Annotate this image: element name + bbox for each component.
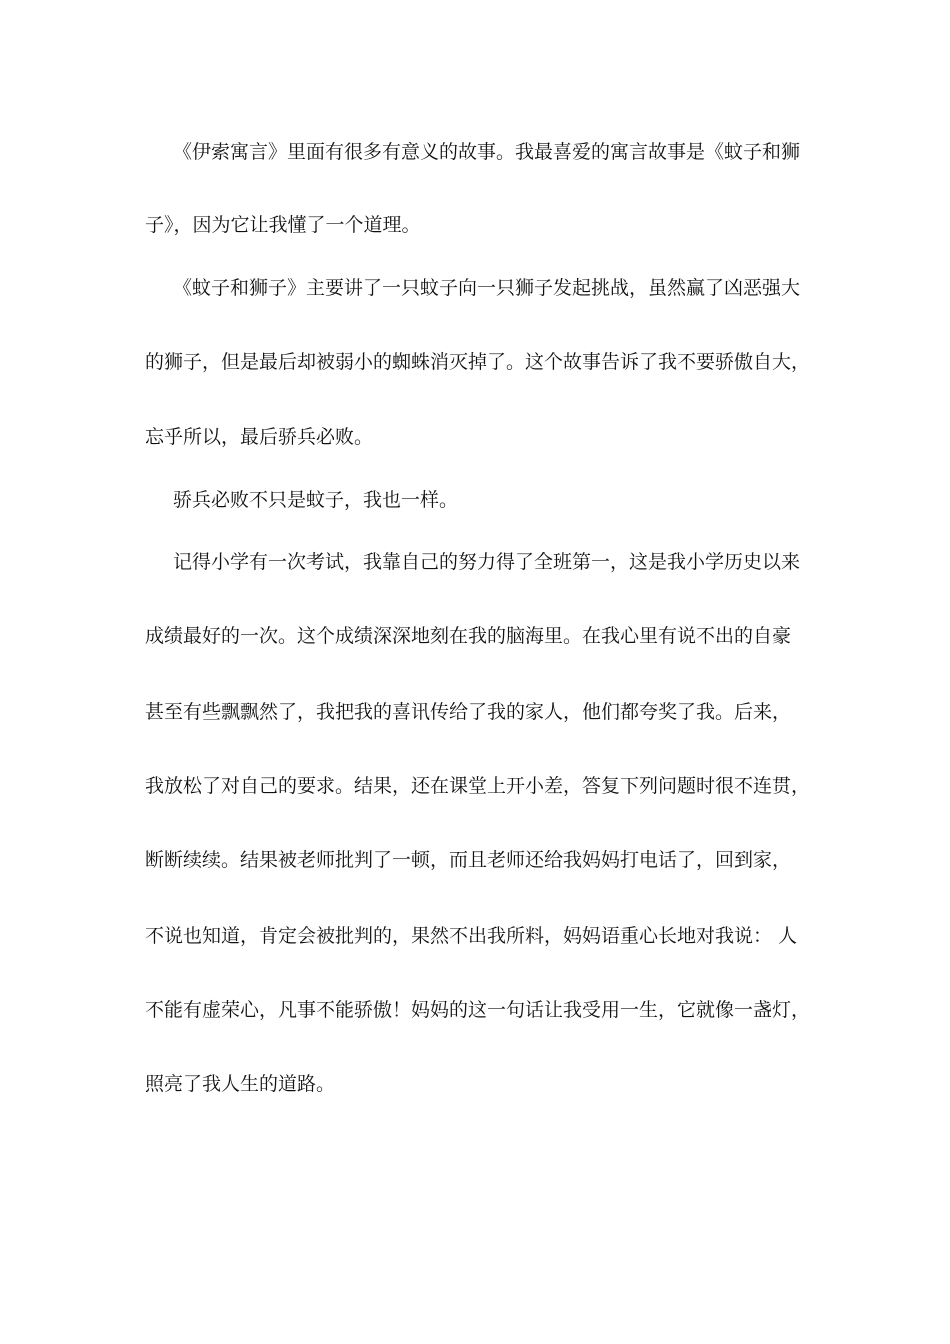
paragraph-1-line-1: 《伊索寓言》里面有很多有意义的故事。我最喜爱的寓言故事是《蚊子和狮 [173, 141, 801, 163]
paragraph-2-line-1: 《蚊子和狮子》主要讲了一只蚊子向一只狮子发起挑战，虽然赢了凶恶强大 [173, 277, 801, 299]
paragraph-4-line-7: 不能有虚荣心，凡事不能骄傲！妈妈的这一句话让我受用一生，它就像一盏灯， [145, 999, 811, 1021]
paragraph-4-line-4: 我放松了对自己的要求。结果，还在课堂上开小差，答复下列问题时很不连贯， [145, 775, 811, 797]
paragraph-4-line-1: 记得小学有一次考试，我靠自己的努力得了全班第一，这是我小学历史以来 [173, 551, 801, 573]
paragraph-1-line-2: 子》，因为它让我懂了一个道理。 [145, 214, 421, 236]
paragraph-4-line-3: 甚至有些飘飘然了，我把我的喜讯传给了我的家人，他们都夸奖了我。后来， [145, 701, 792, 723]
paragraph-4-line-2: 成绩最好的一次。这个成绩深深地刻在我的脑海里。在我心里有说不出的自豪 [145, 625, 792, 647]
paragraph-4-line-5: 断断续续。结果被老师批判了一顿，而且老师还给我妈妈打电话了，回到家， [145, 849, 792, 871]
paragraph-4-line-8: 照亮了我人生的道路。 [145, 1073, 336, 1095]
paragraph-4-line-6: 不说也知道，肯定会被批判的，果然不出我所料，妈妈语重心长地对我说： 人 [145, 925, 798, 947]
paragraph-3-line-1: 骄兵必败不只是蚊子，我也一样。 [173, 489, 459, 511]
paragraph-2-line-2: 的狮子，但是最后却被弱小的蜘蛛消灭掉了。这个故事告诉了我不要骄傲自大， [145, 351, 811, 373]
paragraph-2-line-3: 忘乎所以，最后骄兵必败。 [145, 426, 374, 448]
